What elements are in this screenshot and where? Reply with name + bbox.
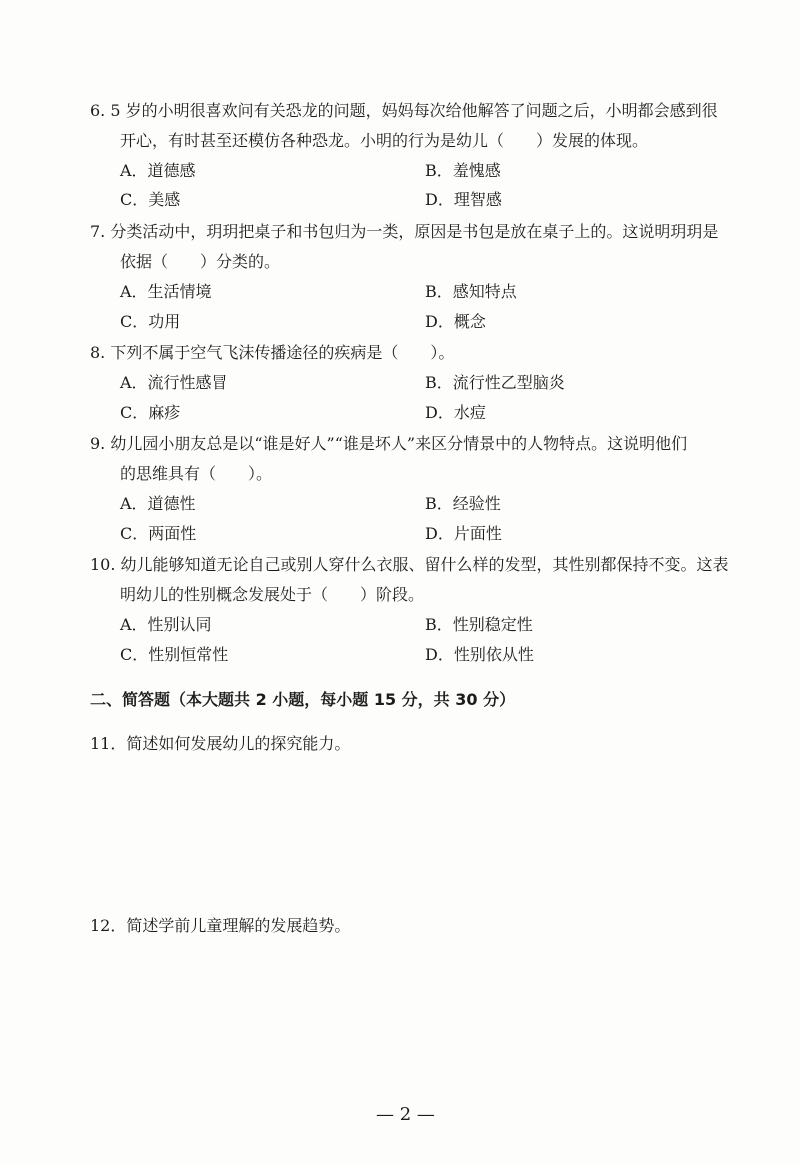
question-12: 12．简述学前儿童理解的发展趋势。: [90, 916, 351, 935]
question-6-option-c: C．美感: [120, 190, 181, 209]
question-8-line-1: 8. 下列不属于空气飞沫传播途径的疾病是（ ）。: [90, 343, 455, 362]
question-9-line-2: 的思维具有（ ）。: [120, 464, 273, 483]
question-9-option-b: B．经验性: [425, 494, 501, 513]
question-10-line-1: 10. 幼儿能够知道无论自己或别人穿什么衣服、留什么样的发型，其性别都保持不变。这表: [90, 555, 729, 574]
question-6-line-2: 开心，有时甚至还模仿各种恐龙。小明的行为是幼儿（ ）发展的体现。: [120, 131, 649, 150]
question-7-line-1: 7. 分类活动中，玥玥把桌子和书包归为一类，原因是书包是放在桌子上的。这说明玥玥是: [90, 222, 719, 241]
question-9-option-d: D．片面性: [425, 524, 502, 543]
question-8-option-b: B．流行性乙型脑炎: [425, 373, 565, 392]
question-6-option-d: D．理智感: [425, 190, 502, 209]
question-10-option-a: A．性别认同: [120, 615, 212, 634]
question-7-option-c: C．功用: [120, 312, 181, 331]
question-6-line-1: 6. 5 岁的小明很喜欢问有关恐龙的问题，妈妈每次给他解答了问题之后，小明都会感到很: [90, 101, 718, 120]
question-7-option-d: D．概念: [425, 312, 486, 331]
question-10-option-d: D．性别依从性: [425, 645, 534, 664]
question-9-option-a: A．道德性: [120, 494, 196, 513]
question-7-option-b: B．感知特点: [425, 282, 517, 301]
question-8-option-c: C．麻疹: [120, 403, 181, 422]
question-9-line-1: 9. 幼儿园小朋友总是以“谁是好人”“谁是坏人”来区分情景中的人物特点。这说明他们: [90, 434, 688, 453]
question-10-option-b: B．性别稳定性: [425, 615, 533, 634]
question-9-option-c: C．两面性: [120, 524, 197, 543]
question-7-option-a: A．生活情境: [120, 282, 212, 301]
page-number: — 2 —: [376, 1104, 435, 1125]
question-10-option-c: C．性别恒常性: [120, 645, 229, 664]
question-7-line-2: 依据（ ）分类的。: [120, 252, 281, 271]
question-6-option-a: A．道德感: [120, 161, 196, 180]
question-8-option-a: A．流行性感冒: [120, 373, 228, 392]
question-6-option-b: B．羞愧感: [425, 161, 501, 180]
question-11: 11．简述如何发展幼儿的探究能力。: [90, 734, 351, 753]
question-8-option-d: D．水痘: [425, 403, 486, 422]
question-10-line-2: 明幼儿的性别概念发展处于（ ）阶段。: [120, 585, 425, 604]
section-heading-short-answer: 二、简答题（本大题共 2 小题，每小题 15 分，共 30 分）: [90, 690, 516, 709]
